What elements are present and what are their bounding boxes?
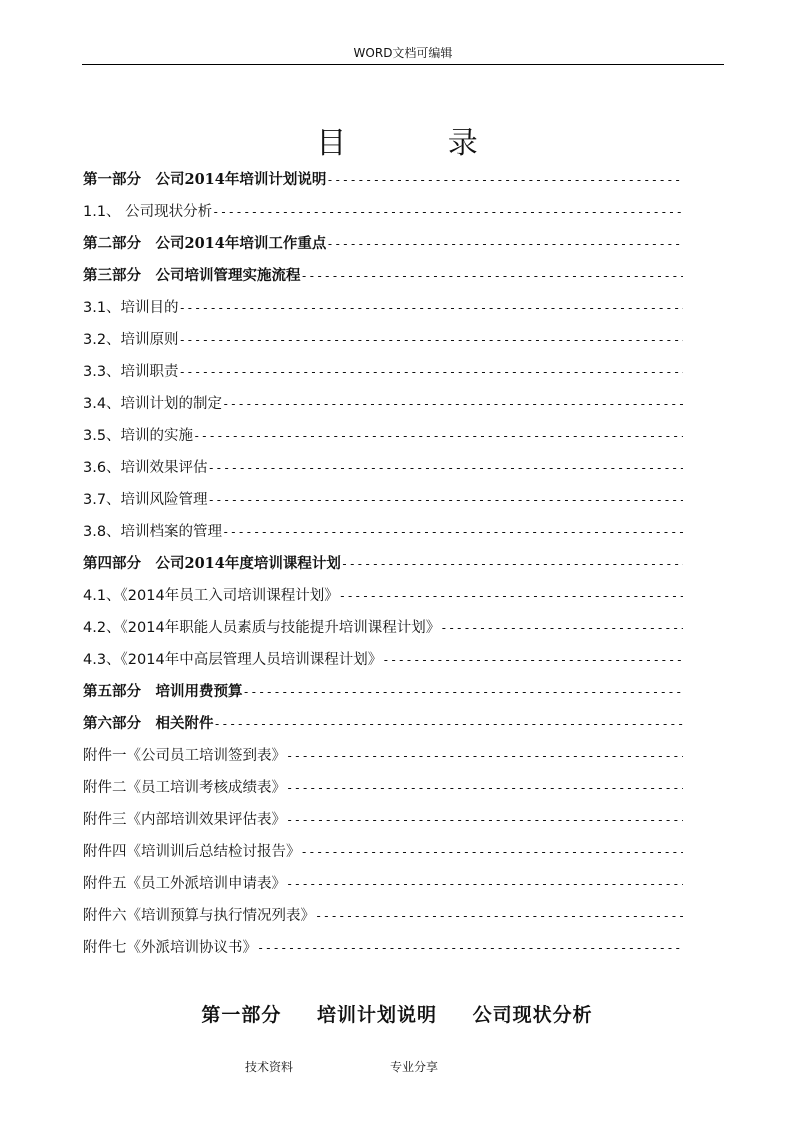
toc-leader-dashes <box>301 262 684 294</box>
toc-entry-label: 3.7、培训风险管理 <box>83 492 208 508</box>
toc-entry[interactable] <box>83 262 683 294</box>
toc-entry-label: 附件四《培训训后总结检讨报告》 <box>83 844 301 860</box>
toc-entry-label: 第五部分 培训用费预算 <box>83 683 243 700</box>
toc-leader-dashes <box>326 166 683 198</box>
toc-entry[interactable] <box>83 614 683 646</box>
toc-leader-dashes <box>286 774 683 806</box>
toc-entry-label: 3.8、培训档案的管理 <box>83 524 223 540</box>
footer-left: 技术资料 <box>245 1060 294 1074</box>
toc-leader-dashes <box>222 390 683 422</box>
toc-entry[interactable] <box>83 454 683 486</box>
toc-entry[interactable] <box>83 774 683 806</box>
toc-entry-label: 3.2、培训原则 <box>83 332 179 348</box>
toc-entry-label: 第四部分 公司2014年度培训课程计划 <box>83 555 341 572</box>
toc-leader-dashes <box>315 902 683 934</box>
toc-entry-label: 4.1、《2014年员工入司培训课程计划》 <box>83 588 339 604</box>
toc-leader-dashes <box>212 198 683 230</box>
toc-entry-label: 第一部分 公司2014年培训计划说明 <box>83 171 327 188</box>
footer-right: 专业分享 <box>390 1060 439 1074</box>
toc-entry[interactable] <box>83 806 683 838</box>
toc-entry-label: 附件三《内部培训效果评估表》 <box>83 812 286 828</box>
toc-leader-dashes <box>326 230 683 262</box>
toc-entry[interactable] <box>83 646 683 678</box>
toc-leader-dashes <box>208 486 683 518</box>
toc-entry-label: 4.3、《2014年中高层管理人员培训课程计划》 <box>83 652 383 668</box>
toc-entry[interactable] <box>83 230 683 262</box>
toc-leader-dashes <box>179 294 683 326</box>
toc-leader-dashes <box>193 422 683 454</box>
toc-entry-label: 附件二《员工培训考核成绩表》 <box>83 780 286 796</box>
toc-entry-label: 附件五《员工外派培训申请表》 <box>83 876 286 892</box>
toc-entry-label: 3.4、培训计划的制定 <box>83 396 223 412</box>
table-of-contents <box>83 166 683 966</box>
toc-entry[interactable] <box>83 166 683 198</box>
toc-entry[interactable] <box>83 486 683 518</box>
toc-entry[interactable] <box>83 550 683 582</box>
toc-entry-label: 附件六《培训预算与执行情况列表》 <box>83 908 315 924</box>
toc-entry-label: 1.1、 公司现状分析 <box>83 204 213 220</box>
toc-leader-dashes <box>301 838 684 870</box>
page-header: WORD文档可编辑 <box>82 44 724 65</box>
toc-entry[interactable] <box>83 390 683 422</box>
toc-leader-dashes <box>286 870 683 902</box>
toc-leader-dashes <box>341 550 683 582</box>
toc-entry-label: 第三部分 公司培训管理实施流程 <box>83 267 301 284</box>
toc-entry-label: 附件七《外派培训协议书》 <box>83 940 257 956</box>
toc-leader-dashes <box>286 742 683 774</box>
toc-entry[interactable] <box>83 934 683 966</box>
toc-leader-dashes <box>208 454 683 486</box>
toc-entry-label: 附件一《公司员工培训签到表》 <box>83 748 286 764</box>
toc-title: 目 录 <box>316 126 524 161</box>
toc-entry[interactable] <box>83 294 683 326</box>
toc-leader-dashes <box>179 326 683 358</box>
toc-leader-dashes <box>243 678 684 710</box>
section-title: 培训计划说明 <box>316 1004 437 1026</box>
toc-leader-dashes <box>179 358 683 390</box>
toc-entry-label: 3.5、培训的实施 <box>83 428 194 444</box>
toc-entry-label: 3.3、培训职责 <box>83 364 179 380</box>
toc-leader-dashes <box>382 646 683 678</box>
toc-leader-dashes <box>440 614 683 646</box>
toc-leader-dashes <box>222 518 683 550</box>
toc-entry[interactable] <box>83 902 683 934</box>
section-part: 第一部分 <box>201 1004 282 1026</box>
toc-entry[interactable] <box>83 838 683 870</box>
toc-entry-label: 第六部分 相关附件 <box>83 715 214 732</box>
toc-entry[interactable] <box>83 870 683 902</box>
toc-entry[interactable] <box>83 678 683 710</box>
toc-entry[interactable] <box>83 422 683 454</box>
toc-entry[interactable] <box>83 518 683 550</box>
toc-entry-label: 3.6、培训效果评估 <box>83 460 208 476</box>
toc-entry-label: 4.2、《2014年职能人员素质与技能提升培训课程计划》 <box>83 620 441 636</box>
toc-leader-dashes <box>339 582 683 614</box>
toc-leader-dashes <box>214 710 684 742</box>
toc-entry[interactable] <box>83 710 683 742</box>
toc-entry[interactable] <box>83 326 683 358</box>
toc-entry[interactable] <box>83 742 683 774</box>
section-heading <box>0 1000 794 1027</box>
toc-entry[interactable] <box>83 582 683 614</box>
toc-entry-label: 第二部分 公司2014年培训工作重点 <box>83 235 327 252</box>
toc-entry[interactable] <box>83 198 683 230</box>
toc-entry-label: 3.1、培训目的 <box>83 300 179 316</box>
toc-entry[interactable] <box>83 358 683 390</box>
section-subtitle: 公司现状分析 <box>472 1004 593 1026</box>
toc-leader-dashes <box>286 806 683 838</box>
toc-leader-dashes <box>257 934 683 966</box>
